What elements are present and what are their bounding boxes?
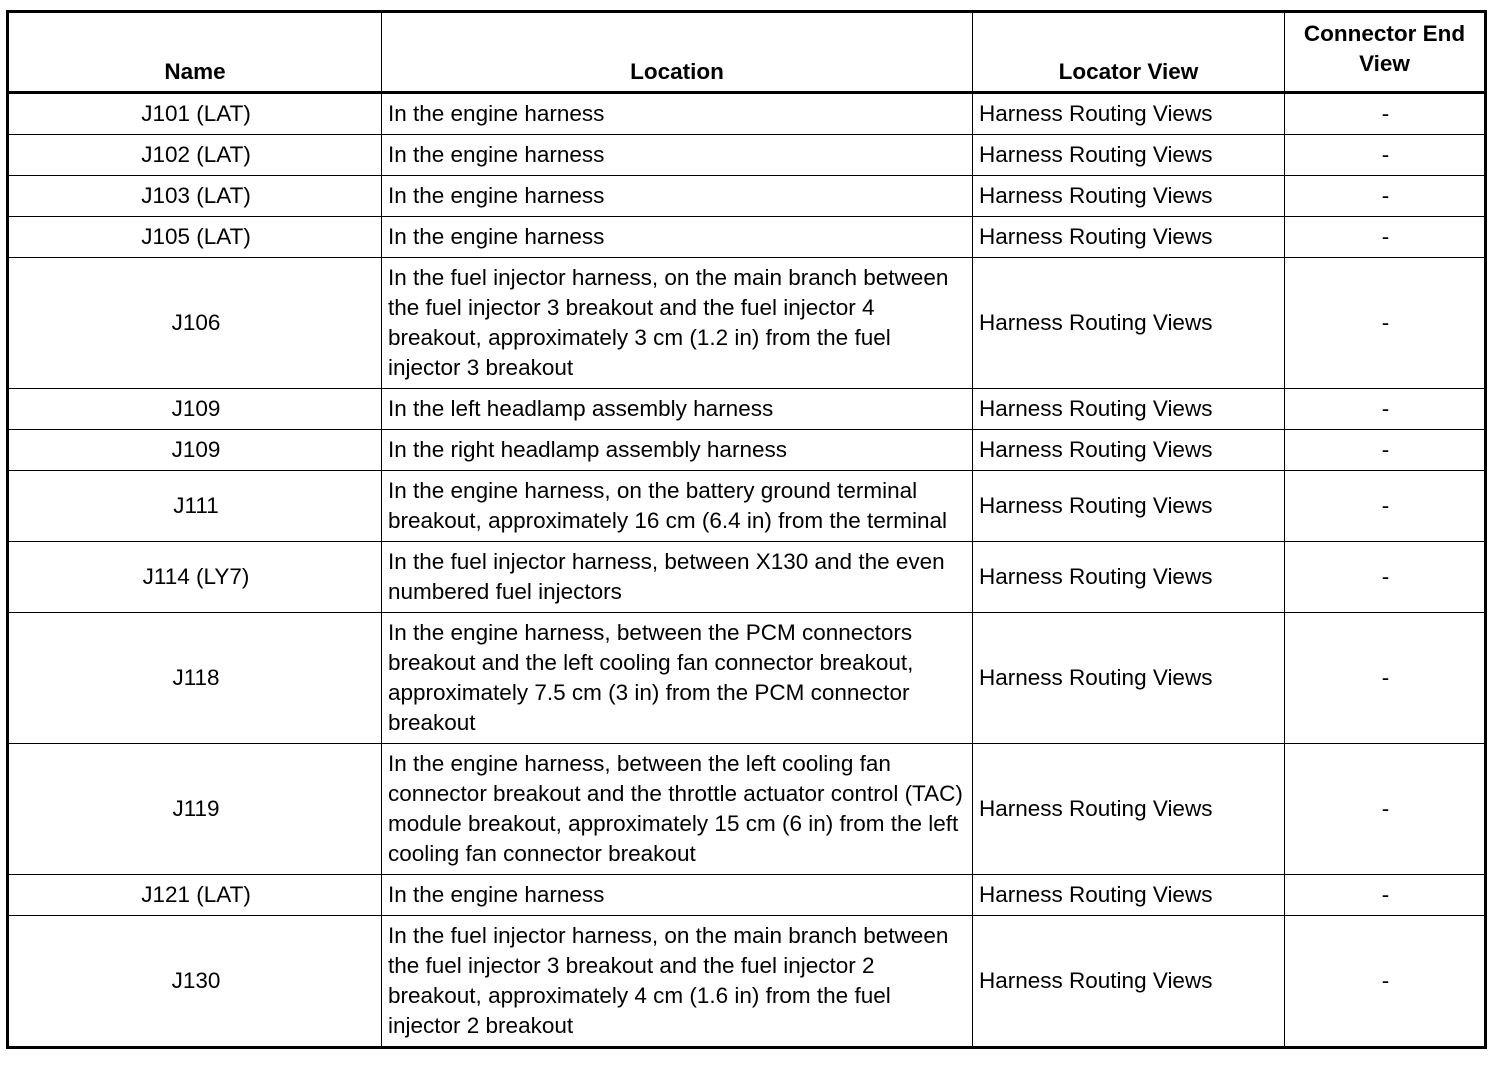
cell-locator-view[interactable]: Harness Routing Views	[973, 217, 1285, 258]
table-row	[8, 430, 1486, 471]
cell-name: J118	[8, 613, 382, 744]
cell-location: In the engine harness, on the battery ground terminal breakout, approximately 16 cm (6.4 in) from the terminal	[382, 471, 973, 542]
cell-connector-end-view: -	[1285, 875, 1486, 916]
table-row	[8, 744, 1486, 875]
cell-name: J102 (LAT)	[8, 135, 382, 176]
table-row	[8, 542, 1486, 613]
cell-locator-view[interactable]: Harness Routing Views	[973, 471, 1285, 542]
table-row	[8, 135, 1486, 176]
table-row	[8, 176, 1486, 217]
table-row	[8, 471, 1486, 542]
cell-name: J119	[8, 744, 382, 875]
cell-locator-view[interactable]: Harness Routing Views	[973, 613, 1285, 744]
cell-locator-view[interactable]: Harness Routing Views	[973, 744, 1285, 875]
cell-connector-end-view: -	[1285, 217, 1486, 258]
table-row	[8, 916, 1486, 1048]
cell-connector-end-view: -	[1285, 430, 1486, 471]
table-row	[8, 613, 1486, 744]
cell-location: In the engine harness	[382, 135, 973, 176]
cell-name: J109	[8, 430, 382, 471]
cell-locator-view[interactable]: Harness Routing Views	[973, 916, 1285, 1048]
cell-location: In the engine harness	[382, 93, 973, 135]
cell-name: J130	[8, 916, 382, 1048]
table-row	[8, 389, 1486, 430]
cell-location: In the fuel injector harness, on the main branch between the fuel injector 3 breakout and the fuel injector 2 breakout, approximately 4 cm (1.6 in) from the fuel injector 2 breakout	[382, 916, 973, 1048]
header-locator-view: Locator View	[973, 12, 1285, 93]
cell-name: J111	[8, 471, 382, 542]
cell-locator-view[interactable]: Harness Routing Views	[973, 176, 1285, 217]
cell-name: J106	[8, 258, 382, 389]
table-row	[8, 258, 1486, 389]
cell-name: J105 (LAT)	[8, 217, 382, 258]
cell-locator-view[interactable]: Harness Routing Views	[973, 93, 1285, 135]
cell-connector-end-view: -	[1285, 613, 1486, 744]
cell-name: J103 (LAT)	[8, 176, 382, 217]
table-row	[8, 875, 1486, 916]
table-row	[8, 93, 1486, 135]
cell-name: J121 (LAT)	[8, 875, 382, 916]
cell-location: In the engine harness, between the left cooling fan connector breakout and the throttle actuator control (TAC) module breakout, approximately 15 cm (6 in) from the left cooling fan connector breakout	[382, 744, 973, 875]
cell-location: In the right headlamp assembly harness	[382, 430, 973, 471]
header-location: Location	[382, 12, 973, 93]
cell-connector-end-view: -	[1285, 93, 1486, 135]
cell-connector-end-view: -	[1285, 471, 1486, 542]
cell-location: In the engine harness	[382, 875, 973, 916]
table-header-row	[8, 12, 1486, 93]
cell-location: In the left headlamp assembly harness	[382, 389, 973, 430]
cell-location: In the engine harness	[382, 217, 973, 258]
cell-location: In the engine harness	[382, 176, 973, 217]
cell-connector-end-view: -	[1285, 389, 1486, 430]
cell-locator-view[interactable]: Harness Routing Views	[973, 430, 1285, 471]
cell-connector-end-view: -	[1285, 258, 1486, 389]
header-connector-end-view: Connector End View	[1285, 12, 1486, 93]
cell-locator-view[interactable]: Harness Routing Views	[973, 542, 1285, 613]
cell-connector-end-view: -	[1285, 135, 1486, 176]
cell-connector-end-view: -	[1285, 176, 1486, 217]
header-name: Name	[8, 12, 382, 93]
cell-locator-view[interactable]: Harness Routing Views	[973, 258, 1285, 389]
cell-name: J109	[8, 389, 382, 430]
cell-connector-end-view: -	[1285, 542, 1486, 613]
table-row	[8, 217, 1486, 258]
cell-locator-view[interactable]: Harness Routing Views	[973, 135, 1285, 176]
cell-locator-view[interactable]: Harness Routing Views	[973, 389, 1285, 430]
cell-locator-view[interactable]: Harness Routing Views	[973, 875, 1285, 916]
cell-name: J114 (LY7)	[8, 542, 382, 613]
cell-location: In the fuel injector harness, between X130 and the even numbered fuel injectors	[382, 542, 973, 613]
cell-name: J101 (LAT)	[8, 93, 382, 135]
splice-location-table	[6, 10, 1487, 1049]
cell-location: In the fuel injector harness, on the main branch between the fuel injector 3 breakout and the fuel injector 4 breakout, approximately 3 cm (1.2 in) from the fuel injector 3 breakout	[382, 258, 973, 389]
cell-connector-end-view: -	[1285, 744, 1486, 875]
cell-location: In the engine harness, between the PCM connectors breakout and the left cooling fan connector breakout, approximately 7.5 cm (3 in) from the PCM connector breakout	[382, 613, 973, 744]
cell-connector-end-view: -	[1285, 916, 1486, 1048]
table-body	[8, 93, 1486, 1048]
